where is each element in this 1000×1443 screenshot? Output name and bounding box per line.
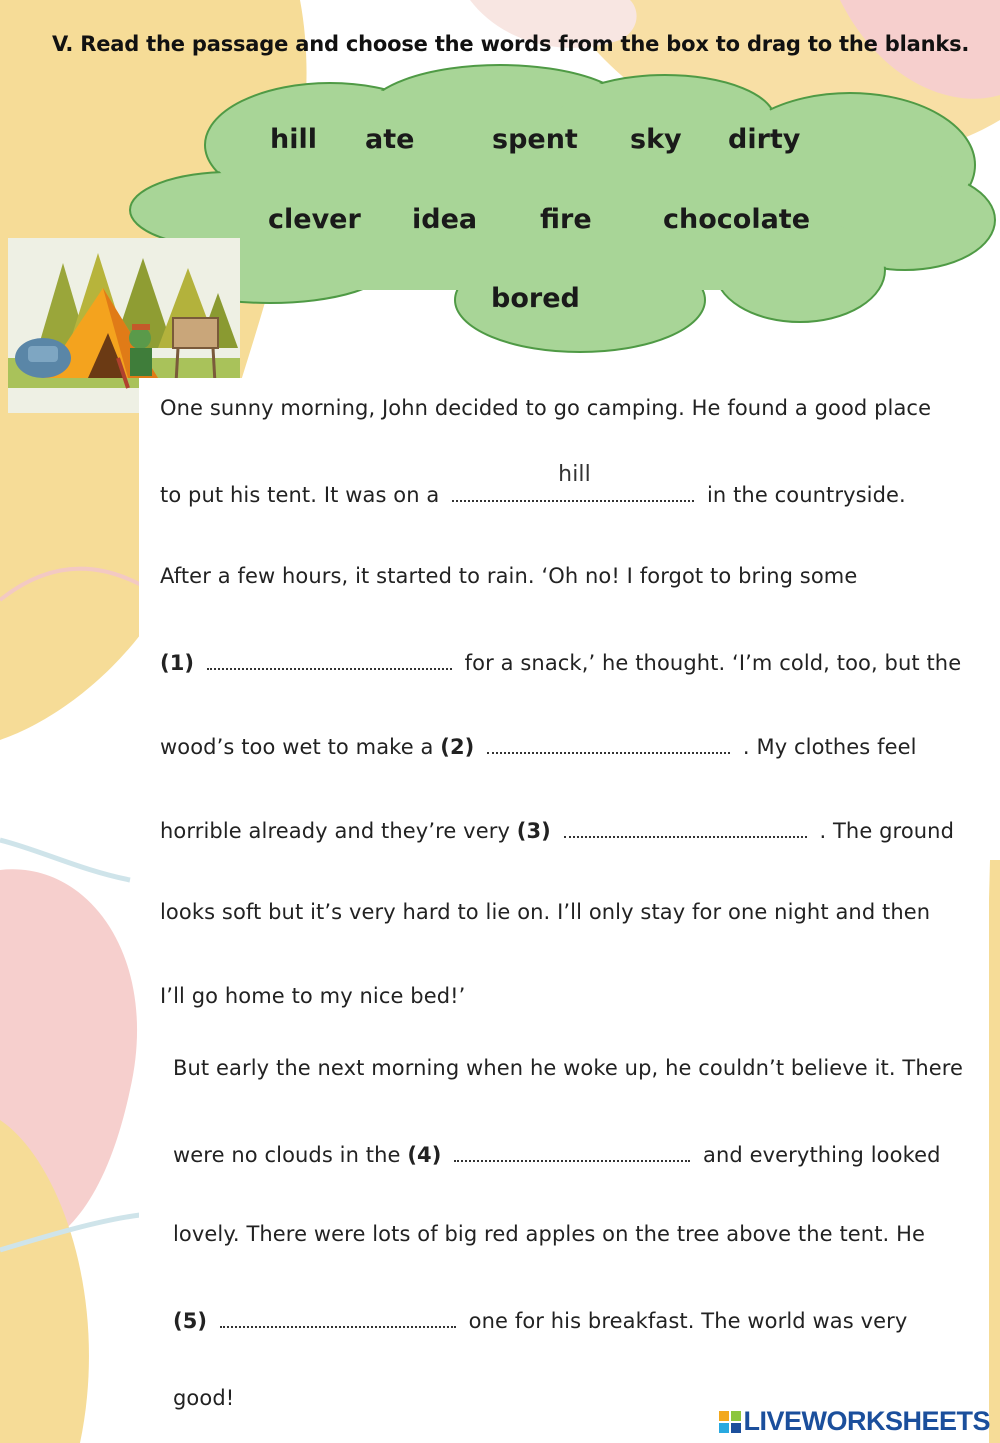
passage-line: After a few hours, it started to rain. ‘Oh no! I forgot to bring some [160, 564, 858, 588]
answer-blank-3[interactable] [564, 816, 807, 838]
word-spent[interactable]: spent [492, 124, 578, 155]
liveworksheets-icon [719, 1411, 741, 1433]
passage-text: one for his breakfast. The world was very [468, 1309, 908, 1333]
word-hill[interactable]: hill [270, 124, 317, 155]
word-bored[interactable]: bored [491, 283, 580, 314]
blank-number-3: (3) [516, 819, 551, 843]
passage-text: for a snack,’ he thought. ‘I’m cold, too, but the [464, 651, 962, 675]
passage-line: I’ll go home to my nice bed!’ [160, 984, 466, 1008]
passage-line [160, 732, 917, 759]
passage-line [173, 1306, 907, 1333]
liveworksheets-logo [719, 1406, 990, 1437]
blank-number-4: (4) [407, 1143, 442, 1167]
word-clever[interactable]: clever [268, 204, 361, 235]
blank-number-5: (5) [173, 1309, 208, 1333]
blank-number-1: (1) [160, 651, 195, 675]
passage-line: looks soft but it’s very hard to lie on. I’ll only stay for one night and then [160, 900, 931, 924]
passage-text: . The ground [819, 819, 955, 843]
answer-blank-5[interactable] [220, 1306, 456, 1328]
answer-blank-4[interactable] [454, 1140, 690, 1162]
passage-line [160, 648, 961, 675]
brand-name: LIVEWORKSHEETS [743, 1406, 990, 1436]
passage-text: wood’s too wet to make a [160, 735, 434, 759]
answer-blank-hill[interactable] [452, 462, 694, 502]
passage-text: horrible already and they’re very [160, 819, 510, 843]
word-idea[interactable]: idea [412, 204, 478, 235]
answer-blank-2[interactable] [487, 732, 730, 754]
instruction-title: V. Read the passage and choose the words from the box to drag to the blanks. [52, 32, 970, 56]
word-chocolate[interactable]: chocolate [663, 204, 811, 235]
passage-line [160, 462, 906, 507]
passage-line: good! [173, 1386, 235, 1410]
blank-number-2: (2) [440, 735, 475, 759]
passage-line [160, 816, 954, 843]
passage-line [173, 1140, 941, 1167]
passage-text: were no clouds in the [173, 1143, 401, 1167]
word-fire[interactable]: fire [540, 204, 592, 235]
passage-line: But early the next morning when he woke up, he couldn’t believe it. There [173, 1056, 964, 1080]
passage-text: to put his tent. It was on a [160, 483, 440, 507]
filled-answer[interactable]: hill [558, 462, 591, 487]
word-ate[interactable]: ate [365, 124, 415, 155]
passage-text: . My clothes feel [742, 735, 917, 759]
word-dirty[interactable]: dirty [728, 124, 801, 155]
passage-text: in the countryside. [706, 483, 906, 507]
passage-line: lovely. There were lots of big red apples on the tree above the tent. He [173, 1222, 926, 1246]
passage-text: and everything looked [703, 1143, 941, 1167]
answer-blank-1[interactable] [207, 648, 452, 670]
word-sky[interactable]: sky [630, 124, 682, 155]
passage-line: One sunny morning, John decided to go camping. He found a good place [160, 396, 932, 420]
